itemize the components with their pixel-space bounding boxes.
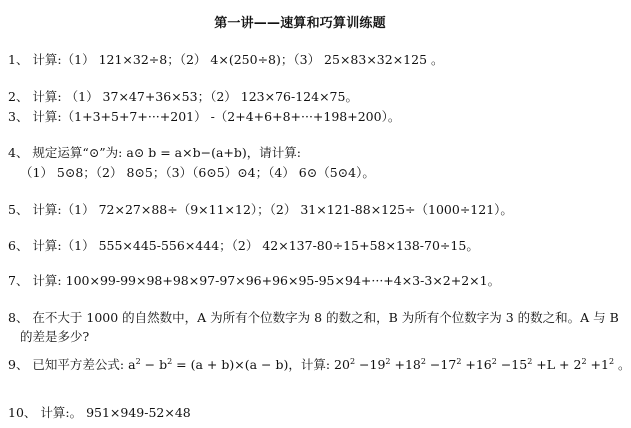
problem-2: 2、 计算: （1） 37×47+36×53；（2） 123×76-124×75。 xyxy=(8,89,358,104)
problem-9 xyxy=(8,357,631,373)
problem-9-exponent-9: 2 xyxy=(581,356,587,366)
problem-10: 10、 计算:。 951×949-52×48 xyxy=(8,405,191,420)
problem-9-exponent-6: 2 xyxy=(456,356,462,366)
problem-9-exponent-7: 2 xyxy=(491,356,497,366)
problem-9-exponent-10: 2 xyxy=(608,356,615,366)
problem-9-part-1: − b xyxy=(140,357,168,372)
problem-8-line-2: 的差是多少? xyxy=(20,329,90,344)
problem-4-line-1: 4、 规定运算“⊙”为: a⊙ b = a×b−(a+b)，请计算: xyxy=(8,145,301,160)
problem-1: 1、 计算:（1） 121×32÷8；（2） 4×(250÷8)；（3） 25×83×32×125 。 xyxy=(8,52,444,67)
problem-9-part-5: −17 xyxy=(425,357,457,372)
problem-9-part-9: +1 xyxy=(586,357,609,372)
problem-9-exponent-8: 2 xyxy=(527,356,533,366)
problem-9-part-2: = (a + b)×(a − b)，计算: 20 xyxy=(172,357,350,372)
problem-9-part-6: +16 xyxy=(461,357,492,372)
problem-7: 7、 计算: 100×99-99×98+98×97-97×96+96×95-95×94+···+4×3-3×2+2×1。 xyxy=(8,273,501,288)
problem-8-line-1: 8、 在不大于 1000 的自然数中，A 为所有个位数字为 8 的数之和，B 为所有个位数字为 3 的数之和。A 与 B xyxy=(8,310,619,325)
page-title: 第一讲——速算和巧算训练题 xyxy=(214,16,386,31)
problem-9-exponent-1: 2 xyxy=(135,356,141,366)
problem-9-part-8: +L + 2 xyxy=(532,357,582,372)
problem-9-part-4: +18 xyxy=(390,357,421,372)
problem-9-exponent-2: 2 xyxy=(167,356,173,366)
problem-9-suffix: 。 xyxy=(614,357,631,372)
problem-4-line-2: （1） 5⊙8；（2） 8⊙5；（3）（6⊙5）⊙4；（4） 6⊙（5⊙4）。 xyxy=(20,165,375,180)
problem-9-part-3: −19 xyxy=(355,357,386,372)
problem-9-prefix: 9、 已知平方差公式: a xyxy=(8,357,136,372)
problem-9-exponent-4: 2 xyxy=(385,356,391,366)
problem-9-part-7: −15 xyxy=(496,357,528,372)
problem-3: 3、 计算:（1+3+5+7+···+201） -（2+4+6+8+···+198+200）。 xyxy=(8,109,401,124)
problem-9-exponent-5: 2 xyxy=(420,356,426,366)
problem-6: 6、 计算:（1） 555×445-556×444；（2） 42×137-80÷15+58×138-70÷15。 xyxy=(8,238,479,253)
problem-9-exponent-3: 2 xyxy=(349,356,356,366)
problem-5: 5、 计算:（1） 72×27×88÷（9×11×12）；（2） 31×121-88×125÷（1000÷121）。 xyxy=(8,202,513,217)
